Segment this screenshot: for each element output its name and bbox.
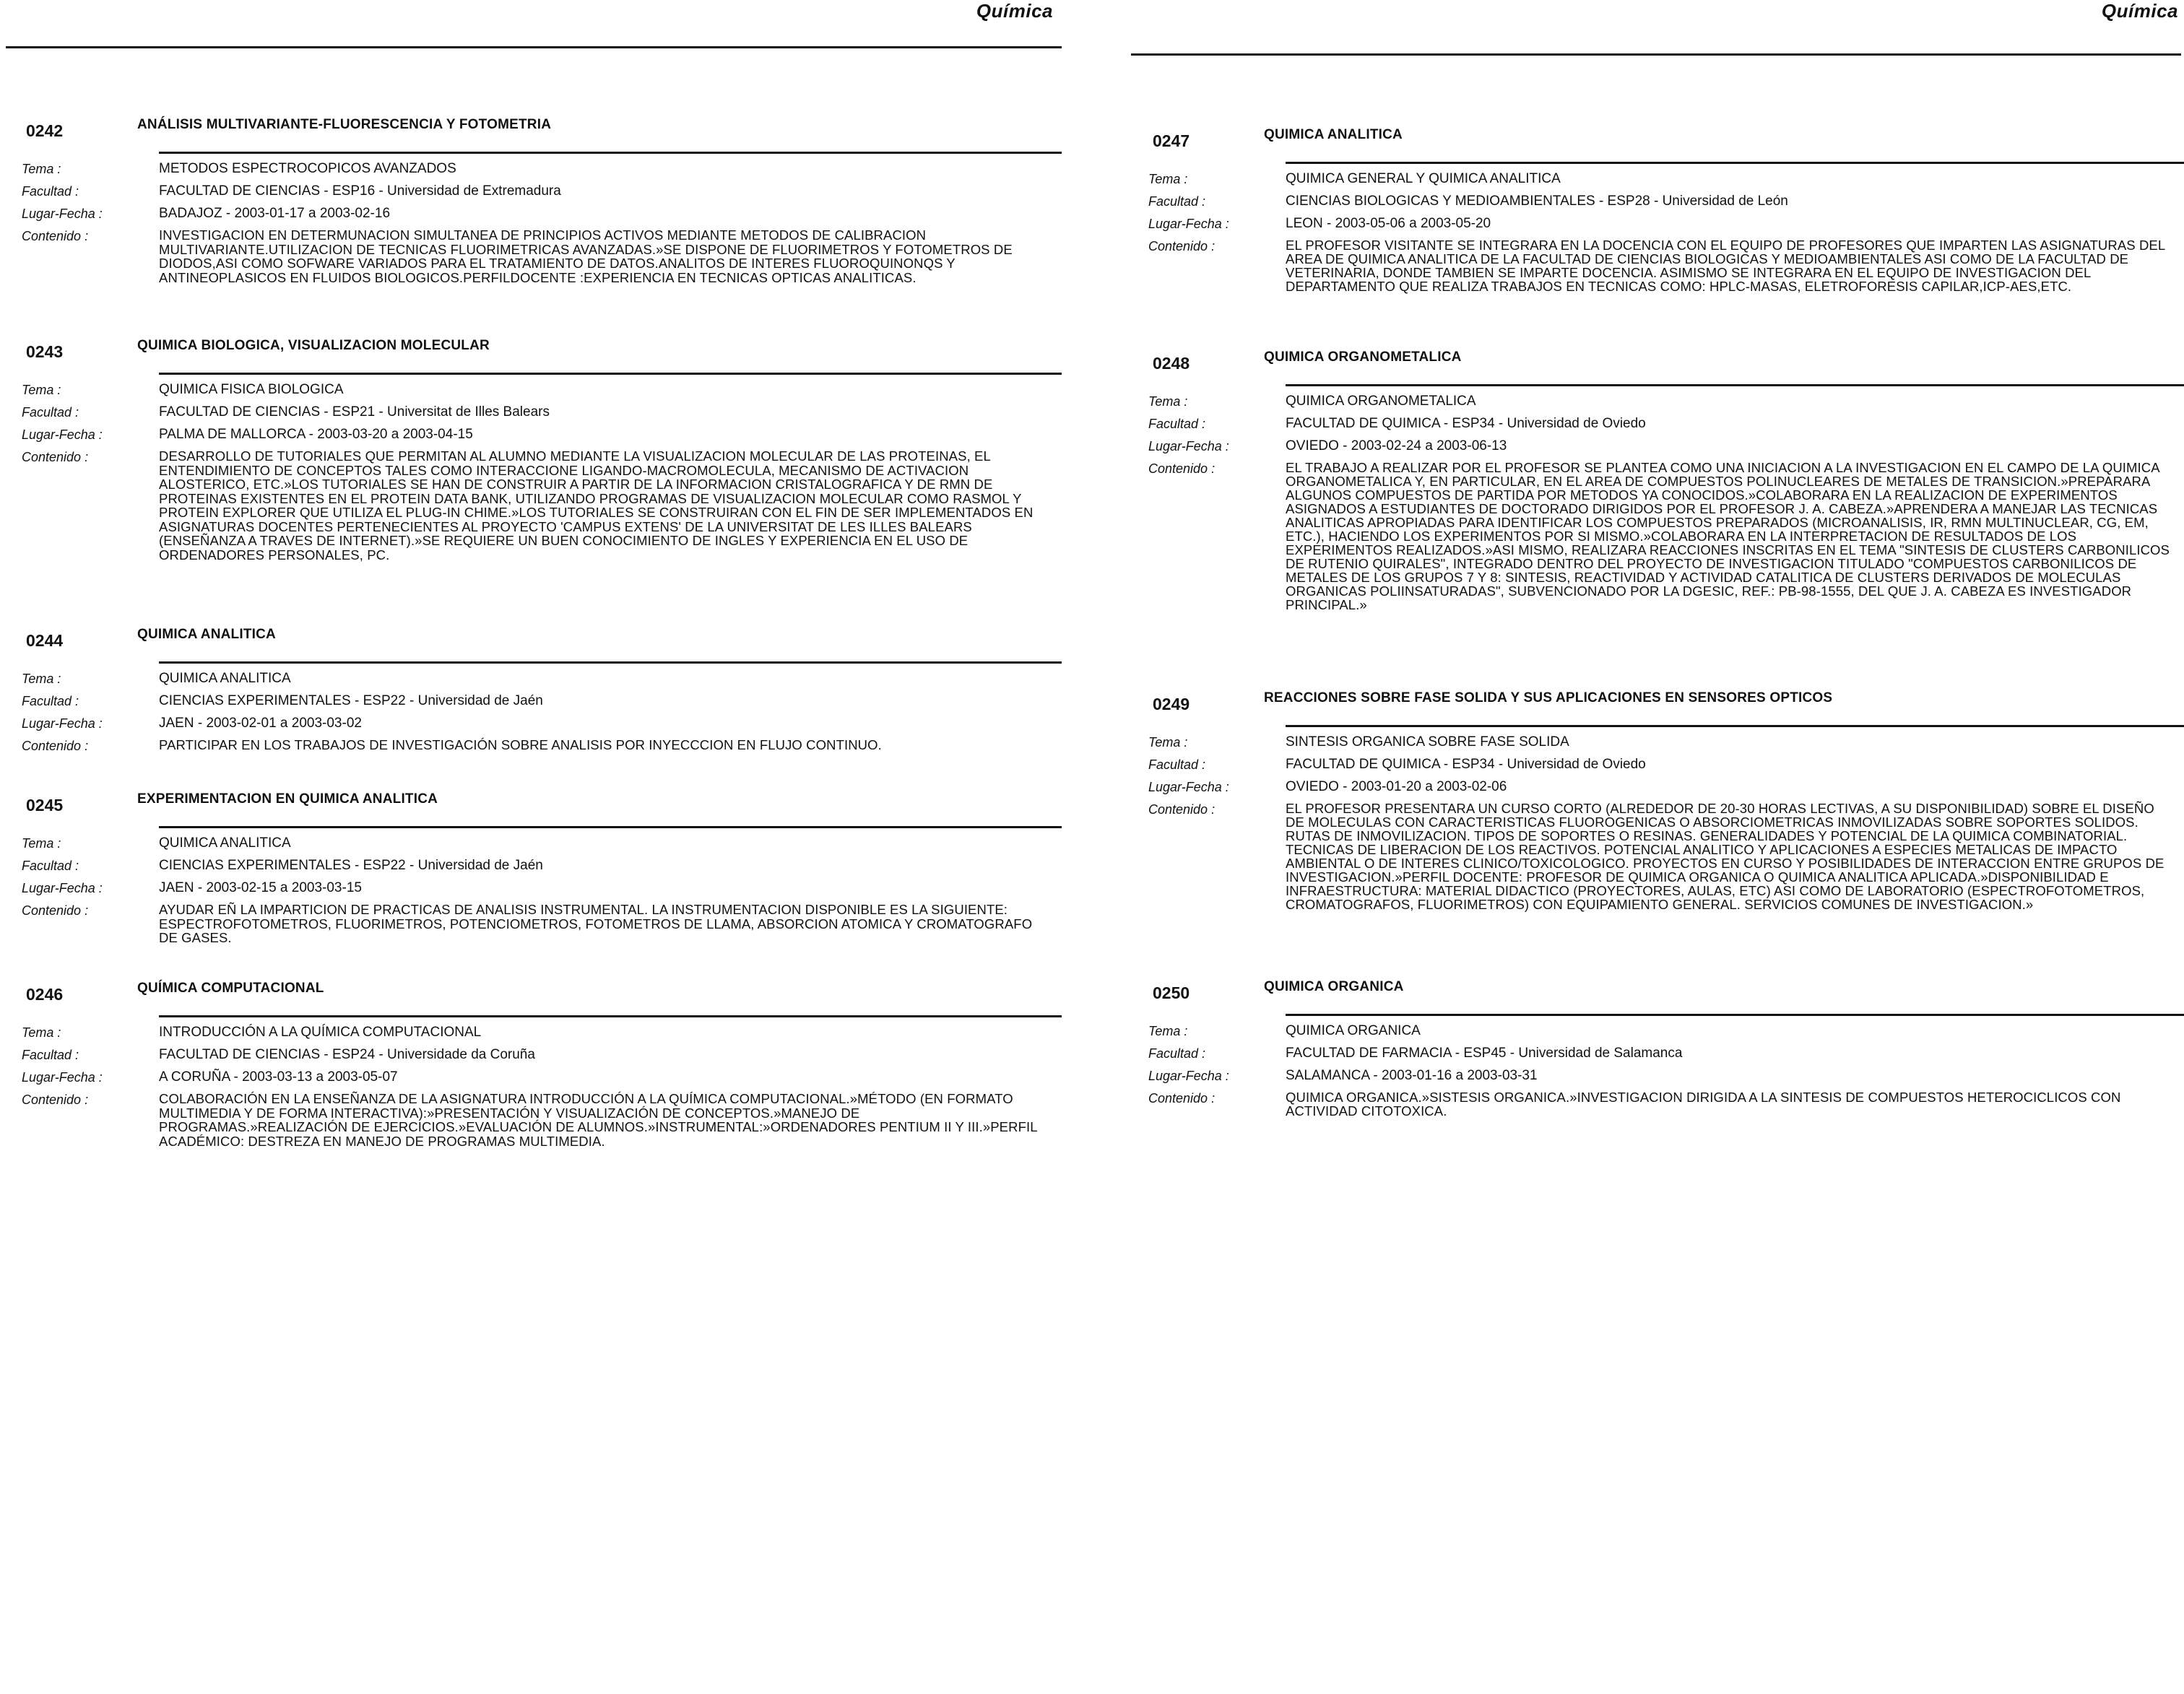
- title-rule: [159, 826, 1062, 828]
- lugar-fecha-label: Lugar-Fecha :: [1148, 217, 1229, 231]
- contenido-label: Contenido :: [22, 739, 89, 753]
- title-rule: [1286, 1014, 2184, 1016]
- entry-0250: [1127, 979, 2184, 1152]
- tema-label: Tema :: [1148, 735, 1188, 750]
- entry-title: QUIMICA BIOLOGICA, VISUALIZACION MOLECULAR: [137, 338, 490, 353]
- entry-title: QUIMICA ANALITICA: [137, 627, 276, 642]
- lugar-fecha-value: PALMA DE MALLORCA - 2003-03-20 a 2003-04-15: [159, 427, 473, 442]
- entry-code: 0250: [1153, 983, 1190, 1002]
- tema-label: Tema :: [1148, 1024, 1188, 1038]
- entry-0243: [0, 338, 1062, 627]
- facultad-value: CIENCIAS EXPERIMENTALES - ESP22 - Universidad de Jaén: [159, 693, 543, 708]
- entry-0248: [1127, 349, 2184, 690]
- lugar-fecha-label: Lugar-Fecha :: [22, 716, 103, 731]
- lugar-fecha-value: OVIEDO - 2003-02-24 a 2003-06-13: [1286, 438, 1507, 453]
- contenido-value: AYUDAR EÑ LA IMPARTICION DE PRACTICAS DE ANALISIS INSTRUMENTAL. LA INSTRUMENTACION DISPONIBLE ES LA SIGUIENTE: ESPECTROFOTOMETROS, FLUORIMETROS, POTENCIOMETROS, FOTOMETROS DE LLAMA, ABSORCION ATOMICA Y CROMATOGRAFO DE GASES.: [159, 902, 1033, 945]
- facultad-label: Facultad :: [22, 1048, 79, 1062]
- entry-code: 0243: [26, 342, 64, 361]
- contenido-label: Contenido :: [22, 903, 89, 918]
- entry-0242: [0, 117, 1062, 338]
- title-rule: [159, 661, 1062, 664]
- contenido-label: Contenido :: [1148, 802, 1216, 817]
- title-rule: [159, 1015, 1062, 1017]
- tema-label: Tema :: [22, 836, 61, 851]
- header-rule-right: [1131, 53, 2181, 56]
- entry-title: QUIMICA ANALITICA: [1264, 127, 1403, 142]
- contenido-value: EL PROFESOR VISITANTE SE INTEGRARA EN LA DOCENCIA CON EL EQUIPO DE PROFESORES QUE IMPARTEN LAS ASIGNATURAS DEL AREA DE QUIMICA ANALITICA DE LA FACULTAD DE CIENCIAS BIOLOGICAS Y MEDIOAMBIENTALES ASI COMO DE LA FACULTAD DE VETERINARIA, DONDE TAMBIEN SE IMPARTE DOCENCIA. ASIMISMO SE INTEGRARA EN EL EQUIPO DE INVESTIGACION DEL DEPARTAMENTO QUE REALIZA TRABAJOS EN TECNICAS COMO: HPLC-MASAS, ELETROFORESIS CAPILAR,ICP-AES,ETC.: [1286, 238, 2165, 294]
- tema-label: Tema :: [22, 1025, 61, 1040]
- facultad-label: Facultad :: [22, 405, 79, 420]
- entry-code: 0248: [1153, 354, 1190, 373]
- facultad-value: FACULTAD DE QUIMICA - ESP34 - Universidad de Oviedo: [1286, 416, 1646, 431]
- entry-code: 0247: [1153, 131, 1190, 150]
- left-page: [0, 0, 1062, 1694]
- lugar-fecha-label: Lugar-Fecha :: [1148, 1069, 1229, 1083]
- title-rule: [159, 152, 1062, 154]
- entry-title: QUIMICA ORGANICA: [1264, 979, 1404, 994]
- facultad-value: FACULTAD DE CIENCIAS - ESP24 - Universidade da Coruña: [159, 1047, 535, 1062]
- title-rule: [159, 373, 1062, 375]
- entry-0245: [0, 791, 1062, 981]
- lugar-fecha-value: SALAMANCA - 2003-01-16 a 2003-03-31: [1286, 1068, 1538, 1083]
- contenido-value: COLABORACIÓN EN LA ENSEÑANZA DE LA ASIGNATURA INTRODUCCIÓN A LA QUÍMICA COMPUTACIONAL.»MÉTODO (EN FORMATO MULTIMEDIA Y DE FORMA INTERACTIVA):»PRESENTACIÓN Y VISUALIZACIÓN DE CONCEPTOS.»MANEJO DE PROGRAMAS.»REALIZACIÓN DE EJERCICIOS.»EVALUACIÓN DE ALUMNOS.»INSTRUMENTAL:»ORDENADORES PENTIUM II Y III.»PERFIL ACADÉMICO: DESTREZA EN MANEJO DE PROGRAMAS MULTIMEDIA.: [159, 1091, 1037, 1149]
- entry-code: 0246: [26, 985, 64, 1004]
- lugar-fecha-label: Lugar-Fecha :: [22, 1070, 103, 1085]
- lugar-fecha-label: Lugar-Fecha :: [22, 881, 103, 895]
- facultad-label: Facultad :: [22, 184, 79, 199]
- facultad-value: CIENCIAS EXPERIMENTALES - ESP22 - Universidad de Jaén: [159, 858, 543, 873]
- contenido-label: Contenido :: [1148, 461, 1216, 476]
- entry-0247: [1127, 127, 2184, 349]
- title-rule: [1286, 162, 2184, 164]
- header-rule-left: [6, 46, 1062, 48]
- entry-title: EXPERIMENTACION EN QUIMICA ANALITICA: [137, 791, 438, 807]
- tema-label: Tema :: [1148, 172, 1188, 186]
- lugar-fecha-value: OVIEDO - 2003-01-20 a 2003-02-06: [1286, 779, 1507, 794]
- facultad-value: CIENCIAS BIOLOGICAS Y MEDIOAMBIENTALES - ESP28 - Universidad de León: [1286, 194, 1788, 209]
- tema-label: Tema :: [1148, 394, 1188, 409]
- tema-value: INTRODUCCIÓN A LA QUÍMICA COMPUTACIONAL: [159, 1025, 482, 1040]
- lugar-fecha-label: Lugar-Fecha :: [1148, 439, 1229, 453]
- lugar-fecha-label: Lugar-Fecha :: [1148, 780, 1229, 794]
- contenido-label: Contenido :: [1148, 239, 1216, 253]
- tema-value: QUIMICA ORGANICA: [1286, 1023, 1421, 1038]
- contenido-value: INVESTIGACION EN DETERMUNACION SIMULTANEA DE PRINCIPIOS ACTIVOS MEDIANTE METODOS DE CALIBRACION MULTIVARIANTE.UTILIZACION DE TECNICAS FLUORIMETRICAS AVANZADAS.»SE DISPONE DE FLUORIMETROS Y FOTOMETROS DE DIODOS,ASI COMO SOFWARE VARIADOS PARA EL TRATAMIENTO DE DATOS.ANALITOS DE INTERES FLUOROQUINONQS Y ANTINEOPLASICOS EN FLUIDOS BIOLOGICOS.PERFILDOCENTE :EXPERIENCIA EN TECNICAS OPTICAS ANALITICAS.: [159, 227, 1013, 285]
- title-rule: [1286, 384, 2184, 386]
- entry-title: ANÁLISIS MULTIVARIANTE-FLUORESCENCIA Y FOTOMETRIA: [137, 117, 552, 132]
- facultad-label: Facultad :: [22, 694, 79, 708]
- lugar-fecha-label: Lugar-Fecha :: [22, 427, 103, 442]
- entry-title: REACCIONES SOBRE FASE SOLIDA Y SUS APLICACIONES EN SENSORES OPTICOS: [1264, 690, 1833, 705]
- facultad-value: FACULTAD DE CIENCIAS - ESP21 - Universitat de Illes Balears: [159, 404, 550, 420]
- tema-value: QUIMICA GENERAL Y QUIMICA ANALITICA: [1286, 171, 1561, 186]
- running-head-right: Química: [2101, 0, 2178, 22]
- right-entries: [1127, 127, 2184, 1152]
- lugar-fecha-value: A CORUÑA - 2003-03-13 a 2003-05-07: [159, 1069, 398, 1085]
- lugar-fecha-value: JAEN - 2003-02-01 a 2003-03-02: [159, 716, 362, 731]
- running-head-left: Química: [976, 0, 1053, 22]
- facultad-value: FACULTAD DE FARMACIA - ESP45 - Universidad de Salamanca: [1286, 1046, 1683, 1061]
- lugar-fecha-label: Lugar-Fecha :: [22, 207, 103, 221]
- lugar-fecha-value: JAEN - 2003-02-15 a 2003-03-15: [159, 880, 362, 895]
- facultad-label: Facultad :: [22, 859, 79, 873]
- facultad-label: Facultad :: [1148, 194, 1206, 209]
- entry-0246: [0, 981, 1062, 1176]
- entry-0244: [0, 627, 1062, 791]
- entry-0249: [1127, 690, 2184, 979]
- contenido-label: Contenido :: [22, 450, 89, 464]
- entry-title: QUIMICA ORGANOMETALICA: [1264, 349, 1462, 365]
- entry-code: 0249: [1153, 695, 1190, 713]
- facultad-label: Facultad :: [1148, 417, 1206, 431]
- tema-label: Tema :: [22, 383, 61, 397]
- contenido-label: Contenido :: [22, 229, 89, 243]
- lugar-fecha-value: BADAJOZ - 2003-01-17 a 2003-02-16: [159, 206, 391, 221]
- contenido-value: PARTICIPAR EN LOS TRABAJOS DE INVESTIGACIÓN SOBRE ANALISIS POR INYECCCION EN FLUJO CONTINUO.: [159, 737, 882, 752]
- facultad-value: FACULTAD DE CIENCIAS - ESP16 - Universidad de Extremadura: [159, 183, 561, 199]
- contenido-label: Contenido :: [22, 1093, 89, 1107]
- contenido-label: Contenido :: [1148, 1091, 1216, 1106]
- tema-value: QUIMICA ANALITICA: [159, 671, 291, 686]
- entry-code: 0242: [26, 121, 64, 140]
- tema-value: METODOS ESPECTROCOPICOS AVANZADOS: [159, 161, 456, 176]
- left-entries: [0, 117, 1062, 1176]
- right-page: [1127, 0, 2184, 1694]
- contenido-value: DESARROLLO DE TUTORIALES QUE PERMITAN AL ALUMNO MEDIANTE LA VISUALIZACION MOLECULAR DE LAS PROTEINAS, EL ENTENDIMIENTO DE CONCEPTOS TALES COMO INTERACCIONE LIGANDO-MACROMOLECULA, MECANISMO DE ACTIVACION ALOSTERICO, ETC.»LOS TUTORIALES SE HAN DE CONSTRUIR A PARTIR DE LA INFORMACION CRISTALOGRAFICA Y DE RMN DE PROTEINAS EXISTENTES EN EL PROTEIN DATA BANK, UTILIZANDO PROGRAMAS DE VISUALIZACION MOLECULAR COMO RASMOL Y PROTEIN EXPLORER QUE UTILIZA EL PLUG-IN CHIME.»LOS TUTORIALES SE CONSTRUIRAN CON EL FIN DE SER IMPLEMENTADOS EN ASIGNATURAS DOCENTES PERTENECIENTES AL PROYECTO 'CAMPUS EXTENS' DE LA UNIVERSITAT DE LES ILLES BALEARS (ENSEÑANZA A TRAVES DE INTERNET).»SE REQUIERE UN BUEN CONOCIMIENTO DE INGLES Y EXPERIENCIA EN EL USO DE ORDENADORES PERSONALES, PC.: [159, 448, 1034, 563]
- facultad-label: Facultad :: [1148, 757, 1206, 772]
- contenido-value: EL PROFESOR PRESENTARA UN CURSO CORTO (ALREDEDOR DE 20-30 HORAS LECTIVAS, A SU DISPONIBILIDAD) SOBRE EL DISEÑO DE MOLECULAS CON CARACTERISTICAS FLUOROGENICAS O ABSORCIOMETRICAS INMOVILIZADAS SOBRE SOPORTES SOLIDOS. RUTAS DE INMOVILIZACION. TIPOS DE SOPORTES O RESINAS. GENERALIDADES Y POTENCIAL DE LA QUIMICA COMBINATORIAL. TECNICAS DE LIBERACION DE LOS REACTIVOS. POTENCIAL ANALITICO Y APLICACIONES A ESPECIES METALICAS DE IMPACTO AMBIENTAL O DE INTERES CLINICO/TOXICOLOGICO. PROYECTOS EN CURSO Y POSIBILIDADES DE INTERACCION ENTRE GRUPOS DE INVESTIGACION.»PERFIL DOCENTE: PROFESOR DE QUIMICA ORGANICA O QUIMICA ANALITICA APLICADA.»DISPONIBILIDAD E INFRAESTRUCTURA: MATERIAL DIDACTICO (PROYECTORES, AULAS, ETC) ASI COMO DE LABORATORIO (ESPECTROFOTOMETROS, CROMATOGRAFOS, FLUORIMETROS) CON EQUIPAMIENTO GENERAL. SERVICIOS COMUNES DE INVESTIGACION.»: [1286, 801, 2164, 912]
- contenido-value: EL TRABAJO A REALIZAR POR EL PROFESOR SE PLANTEA COMO UNA INICIACION A LA INVESTIGACION EN EL CAMPO DE LA QUIMICA ORGANOMETALICA Y, EN PARTICULAR, EN EL AREA DE COMPUESTOS POLINUCLEARES DE METALES DE TRANSICION.»PREPARARA ALGUNOS COMPUESTOS DE PARTIDA POR METODOS YA CONOCIDOS.»COLABORARA EN LA REALIZACION DE EXPERIMENTOS ASIGNADOS A ESTUDIANTES DE DOCTORADO DIRIGIDOS POR EL PROFESOR J. A. CABEZA.»APRENDERA A MANEJAR LAS TECNICAS ANALITICAS APROPIADAS PARA IDENTIFICAR LOS COMPUESTOS PREPARADOS (MICROANALISIS, IR, RMN MULTINUCLEAR, CG, EM, ETC.), HACIENDO LOS EXPERIMENTOS POR SI MISMO.»COLABORARA EN LA INTERPRETACION DE RESULTADOS DE LOS EXPERIMENTOS REALIZADOS.»ASI MISMO, REALIZARA REACCIONES INSCRITAS EN EL TEMA "SINTESIS DE CLUSTERS CARBONILICOS DE RUTENIO QUIRALES", INTEGRADO DENTRO DEL PROYECTO DE INVESTIGACION TITULADO "COMPUESTOS CARBONILICOS DE METALES DE LOS GRUPOS 7 Y 8: SINTESIS, REACTIVIDAD Y ACTIVIDAD CATALITICA DE CLUSTERS DERIVADOS DE MOLECULAS ORGANICAS POLIINSATURADAS", SUBVENCIONADO POR LA DGESIC, REF.: PB-98-1555, DEL QUE J. A. CABEZA ES INVESTIGADOR PRINCIPAL.»: [1286, 460, 2170, 612]
- entry-code: 0244: [26, 631, 64, 650]
- entry-title: QUÍMICA COMPUTACIONAL: [137, 981, 324, 996]
- facultad-value: FACULTAD DE QUIMICA - ESP34 - Universidad de Oviedo: [1286, 757, 1646, 772]
- facultad-label: Facultad :: [1148, 1046, 1206, 1061]
- tema-value: QUIMICA ANALITICA: [159, 835, 291, 851]
- entry-code: 0245: [26, 796, 64, 815]
- tema-value: SINTESIS ORGANICA SOBRE FASE SOLIDA: [1286, 734, 1569, 750]
- tema-value: QUIMICA ORGANOMETALICA: [1286, 394, 1476, 409]
- tema-label: Tema :: [22, 162, 61, 176]
- lugar-fecha-value: LEON - 2003-05-06 a 2003-05-20: [1286, 216, 1491, 231]
- title-rule: [1286, 725, 2184, 727]
- contenido-value: QUIMICA ORGANICA.»SISTESIS ORGANICA.»INVESTIGACION DIRIGIDA A LA SINTESIS DE COMPUESTOS HETEROCICLICOS CON ACTIVIDAD CITOTOXICA.: [1286, 1090, 2121, 1119]
- tema-value: QUIMICA FISICA BIOLOGICA: [159, 382, 344, 397]
- tema-label: Tema :: [22, 672, 61, 686]
